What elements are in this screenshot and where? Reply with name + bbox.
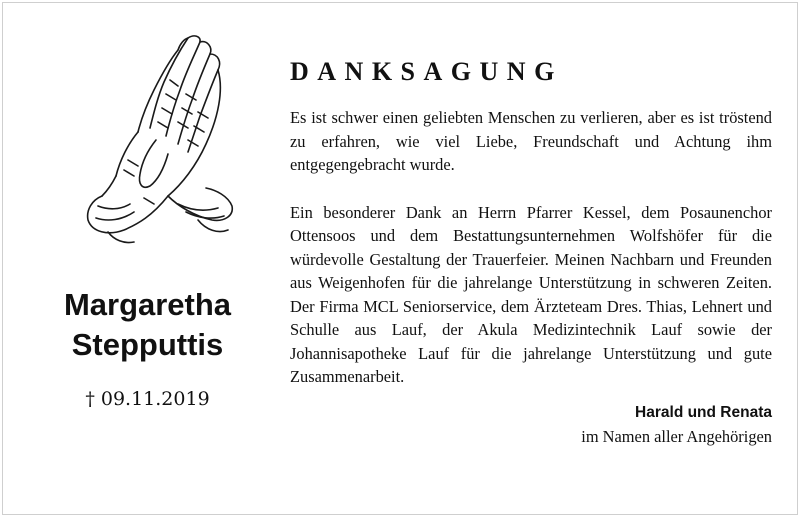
signature-block: [290, 401, 772, 449]
paragraph-thanks: Ein besonderer Dank an Herrn Pfarrer Kessel, dem Posaunenchor Ottensoos und dem Bestattungsunternehmen Wolfshöfer für die würdevolle Gestaltung der Trauerfeier. Meinen Nachbarn und Freunden aus Weigenhofen für die jahrelange Unterstützung in schweren Zeiten. Der Firma MCL Seniorservice, dem Ärzteteam Dres. Thias, Lehnert und Schulle aus Lauf, der Akula Medizintechnik Lauf sowie der Johannisapotheke Lauf für die jahrelange Unterstützung und gute Zusammenarbeit.: [290, 202, 772, 386]
signature-subline: im Namen aller Angehörigen: [581, 426, 772, 446]
paragraph-intro: Es ist schwer einen geliebten Menschen zu verlieren, aber es ist tröstend zu erfahren, wie viel Liebe, Freundschaft und Achtung ihm entgegengebracht wurde.: [290, 108, 772, 174]
last-name: Stepputtis: [71, 327, 224, 362]
death-date: † 09.11.2019: [85, 388, 210, 410]
deceased-name: [30, 285, 265, 365]
praying-hands-icon: [68, 20, 238, 250]
signature-names: Harald und Renata: [635, 403, 772, 421]
notice-title: DANKSAGUNG: [290, 57, 563, 86]
right-column: [290, 52, 772, 449]
first-name: Margaretha: [63, 287, 232, 322]
